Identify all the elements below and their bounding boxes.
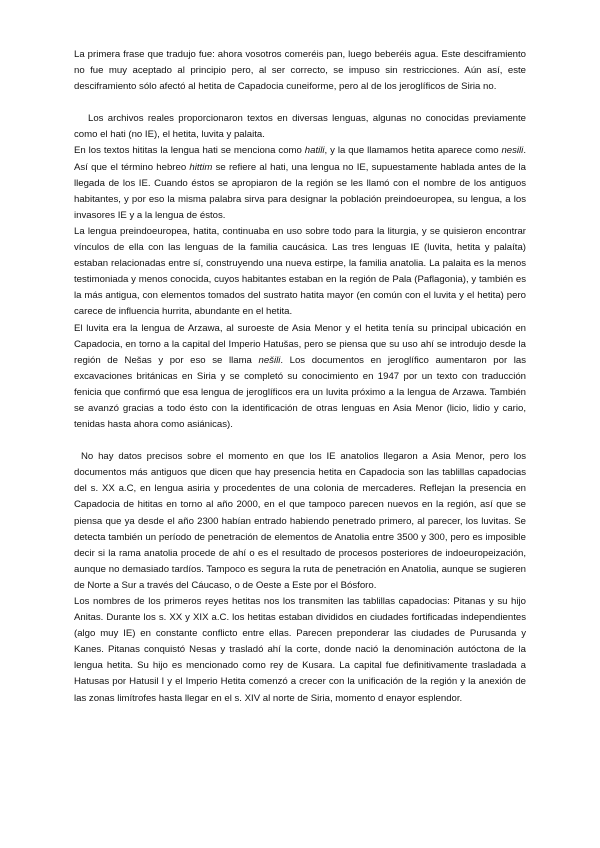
- text-segment: se refiere al hati, una lengua no IE, supuestamente hablada antes de la llegada de los IE. Cuando éstos se apropiaron de la región se les llamó con el nombre de los antiguos habitantes, y por eso la misma palabra sirva para designar la población preindoeuropea, su lengua, a los invasores IE y a la lengua de éstos.: [74, 161, 526, 221]
- text-segment: El luvita era la lengua de Arzawa, al suroeste de Asia Menor y el hetita tenía su principal ubicación en Capadocia, en torno a la capital del Imperio Hatušas, pero se piensa que su uso ahí se introdujo desde la región de Nešas y por eso se llama: [74, 322, 526, 366]
- paragraph-gap: [74, 433, 526, 449]
- paragraph-royal-archives: Los archivos reales proporcionaron textos en diversas lenguas, algunas no conocidas previamente como el hati (no IE), el hetita, luvita y palaita.: [74, 113, 526, 141]
- term-nesili: nesili: [501, 145, 524, 157]
- text-segment: , y la que llamamos hetita aparece como: [324, 145, 502, 157]
- paragraph-luvian: [74, 321, 526, 434]
- term-nesili: nešili: [258, 354, 281, 366]
- paragraph-decipherment: La primera frase que tradujo fue: ahora vosotros comeréis pan, luego beberéis agua. Este desciframiento no fue muy aceptado al principio pero, al ser correcto, se impuso sin restricciones. Aún así, este desciframiento sólo afectó al hetita de Capadocia cuneiforme, pero al de los jeroglíficos de Siria no.: [74, 49, 526, 93]
- paragraph-first-kings: Los nombres de los primeros reyes hetitas nos los transmiten las tablillas capadocias: Pitanas y su hijo Anitas. Durante los s. XX y XIX a.C. los hetitas estaban divididos en ciudades fortificadas independientes (algo muy IE) en constante conflicto entre ellas. Parecen preponderar las ciudades de Purusanda y Kanes. Pitanas conquistó Nesas y trasladó ahí la corte, donde nació la denominación autóctona de la lengua hetita. Su hijo es mencionado como rey de Kusara. La capital fue definitivamente trasladada a Hatusas por Hatusil I y el Imperio Hetita comenzó a crecer con la unificación de la región y la anexión de las zonas limítrofes hasta llegar en el s. XIV al norte de Siria, momento d enayor esplendor.: [74, 596, 526, 704]
- paragraph-gap: [74, 95, 526, 111]
- paragraph-preindoeuropean: La lengua preindoeuropea, hatita, continuaba en uso sobre todo para la liturgia, y se quisieron encontrar vínculos de ella con las lenguas de la familia caucásica. Las tres lenguas IE (luvita, hetita y palaíta) estaban relacionadas entre sí, construyendo una nueva estirpe, la familia anatolia. La palaita es la menos testimoniada y menos conocida, cuyos habitantes estaban en la región de Pala (Paflagonia), y también es la más antigua, con elementos tomados del sustrato hatita mayor (en común con el luvita y el hetita) pero carece de influencia hurrita, abundante en el hetita.: [74, 225, 526, 318]
- text-segment: En los textos hititas la lengua hati se menciona como: [74, 145, 305, 157]
- term-hittim: hittim: [189, 161, 213, 173]
- document-page: [74, 47, 526, 707]
- paragraph-hati-language: [74, 143, 526, 223]
- text-segment: . Los documentos en jeroglífico aumentaron por las excavaciones británicas en Siria y se completó su conocimiento en 1947 por un texto con traducción fenicia que confirmó que esa lengua de jeroglíficos era un luvita próximo a la lengua de Arzawa. También se avanzó gracias a todo ésto con la identificación de otras lenguas en Asia Menor (licio, lidio y cario, tenidas hasta ahora como asiánicas).: [74, 354, 527, 431]
- text-segment: . Así que el término hebreo: [74, 145, 526, 173]
- term-hatili: hatili: [304, 145, 325, 157]
- paragraph-arrival-anatolia: No hay datos precisos sobre el momento en que los IE anatolios llegaron a Asia Menor, pero los documentos más antiguos que dicen que hay presencia hetita en Capadocia son las tablillas capadocias del s. XX a.C, en lengua asiria y procedentes de una colonia de mercaderes. Reflejan la presencia en Capadocia de hititas en torno al año 2000, en el que tampoco parecen nuevos en la región, así que se piensa que ya desde el año 2300 habían entrado habiendo penetrado primero, al parecer, los luvitas. Se detecta también un período de penetración de elementos de Anatolia entre 3500 y 300, pero es imposible decir si la rama anatolia procede de ahí o es el resultado de procesos posteriores de indoeuropeización, aunque no demasiado tardíos. Tampoco es segura la ruta de penetración en Anatolia, aunque se sugieren de Norte a Sur a través del Cáucaso, o de Oeste a Este por el Bósforo.: [74, 451, 526, 591]
